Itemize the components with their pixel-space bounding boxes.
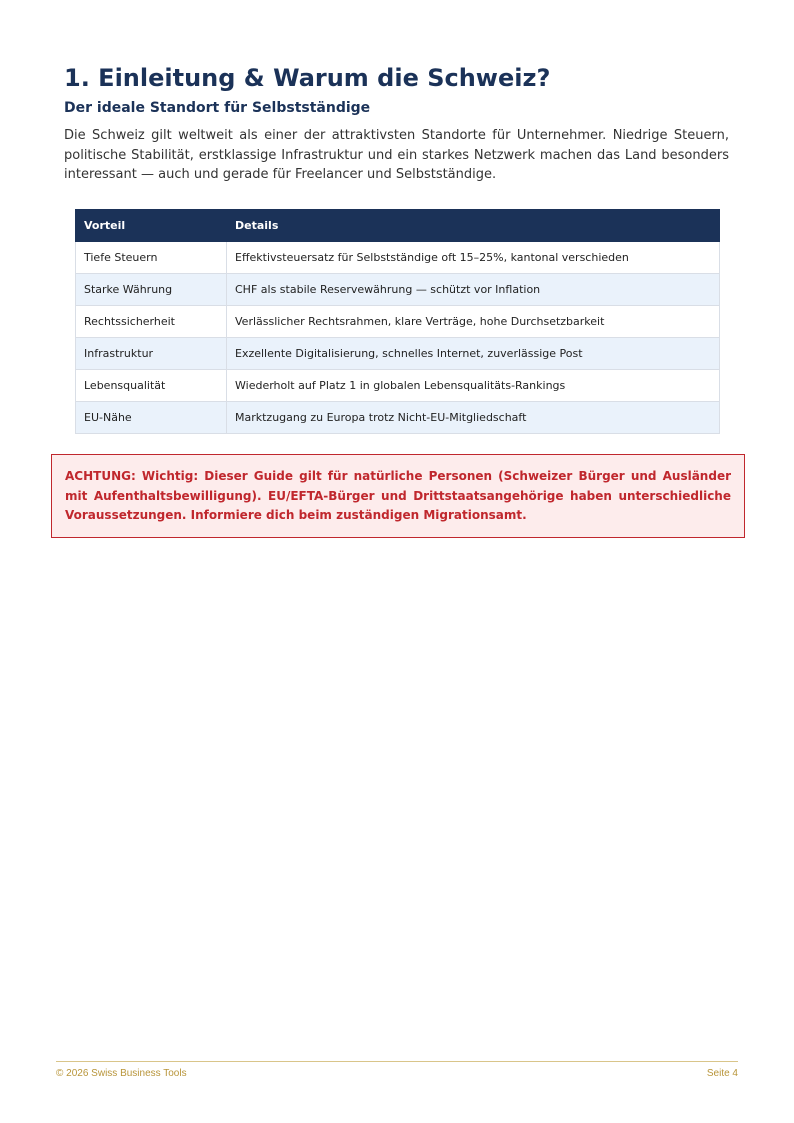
advantages-table-container — [75, 209, 719, 434]
table-cell-details: Marktzugang zu Europa trotz Nicht-EU-Mitgliedschaft — [227, 402, 720, 434]
table-cell-advantage: Infrastruktur — [76, 338, 227, 370]
table-cell-advantage: Rechtssicherheit — [76, 306, 227, 338]
table-cell-details: Verlässlicher Rechtsrahmen, klare Verträge, hohe Durchsetzbarkeit — [227, 306, 720, 338]
intro-paragraph: Die Schweiz gilt weltweit als einer der attraktivsten Standorte für Unternehmer. Niedrige Steuern, politische Stabilität, erstklassige Infrastruktur und ein starkes Netzwerk machen das Land besonders interessant — auch und gerade für Freelancer und Selbstständige. — [64, 128, 729, 182]
table-row — [76, 370, 720, 402]
table-cell-advantage: Starke Währung — [76, 274, 227, 306]
table-cell-details: CHF als stabile Reservewährung — schützt vor Inflation — [227, 274, 720, 306]
advantages-table — [75, 209, 720, 434]
table-row — [76, 338, 720, 370]
footer-divider — [56, 1061, 738, 1062]
footer-copyright: © 2026 Swiss Business Tools — [56, 1068, 187, 1079]
column-header-vorteil: Vorteil — [76, 210, 227, 242]
page-title: 1. Einleitung & Warum die Schweiz? — [64, 64, 551, 92]
table-cell-details: Wiederholt auf Platz 1 in globalen Lebensqualitäts-Rankings — [227, 370, 720, 402]
table-row — [76, 242, 720, 274]
warning-box: ACHTUNG: Wichtig: Dieser Guide gilt für natürliche Personen (Schweizer Bürger und Ausländer mit Aufenthaltsbewilligung). EU/EFTA-Bürger und Drittstaatsangehörige haben unterschiedliche Voraussetzungen. Informiere dich beim zuständigen Migrationsamt. — [51, 454, 745, 538]
table-cell-advantage: Tiefe Steuern — [76, 242, 227, 274]
column-header-details: Details — [227, 210, 720, 242]
section-subtitle: Der ideale Standort für Selbstständige — [64, 100, 371, 116]
footer-page-number: Seite 4 — [706, 1068, 738, 1079]
table-header-row — [76, 210, 720, 242]
table-row — [76, 274, 720, 306]
table-cell-details: Exzellente Digitalisierung, schnelles Internet, zuverlässige Post — [227, 338, 720, 370]
table-cell-details: Effektivsteuersatz für Selbstständige oft 15–25%, kantonal verschieden — [227, 242, 720, 274]
table-row — [76, 402, 720, 434]
table-cell-advantage: Lebensqualität — [76, 370, 227, 402]
table-cell-advantage: EU-Nähe — [76, 402, 227, 434]
table-row — [76, 306, 720, 338]
